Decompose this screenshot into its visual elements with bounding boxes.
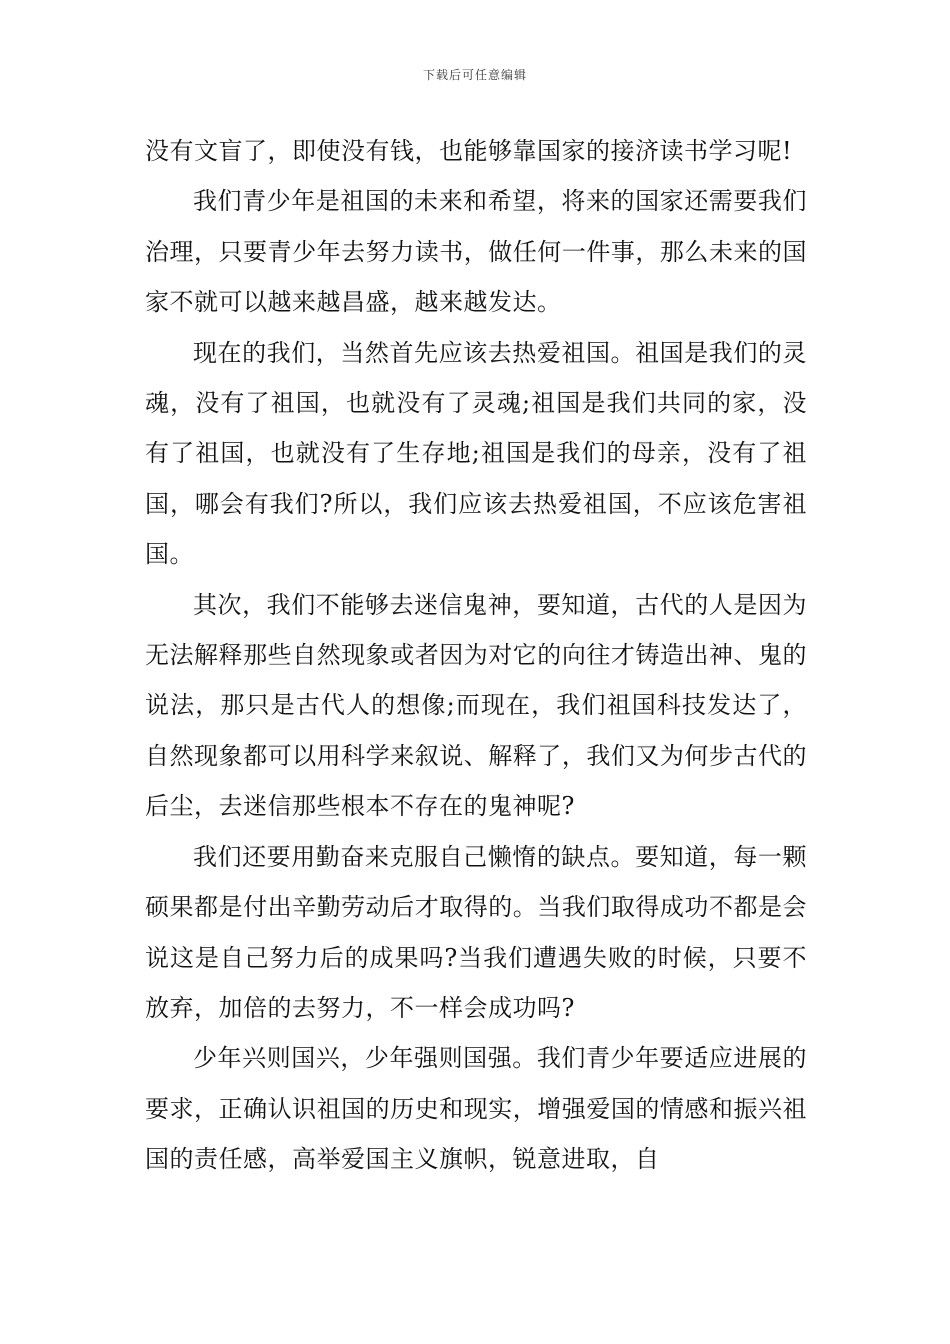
paragraph: 没有文盲了，即使没有钱，也能够靠国家的接济读书学习呢! [145,137,793,165]
paragraph: 少年兴则国兴，少年强则国强。我们青少年要适应进展的要求，正确认识祖国的历史和现实，增强爱国的情感和振兴祖国的责任感，高举爱国主义旗帜，锐意进取，自 [145,1044,807,1174]
paragraph: 现在的我们，当然首先应该去热爱祖国。祖国是我们的灵魂，没有了祖国，也就没有了灵魂;祖国是我们共同的家，没有了祖国，也就没有了生存地;祖国是我们的母亲，没有了祖国，哪会有我们?所以，我们应该去热爱祖国，不应该危害祖国。 [145,338,807,569]
document-body [145,126,807,1185]
page-header: 下载后可任意编辑 [422,68,527,82]
paragraph: 其次，我们不能够去迷信鬼神，要知道，古代的人是因为无法解释那些自然现象或者因为对它的向往才铸造出神、鬼的说法，那只是古代人的想像;而现在，我们祖国科技发达了，自然现象都可以用科学来叙说、解释了，我们又为何步古代的后尘，去迷信那些根本不存在的鬼神呢? [145,590,807,821]
paragraph: 我们还要用勤奋来克服自己懒惰的缺点。要知道，每一颗硕果都是付出辛勤劳动后才取得的。当我们取得成功不都是会说这是自己努力后的成果吗?当我们遭遇失败的时候，只要不放弃，加倍的去努力，不一样会成功吗? [145,842,807,1022]
paragraph: 我们青少年是祖国的未来和希望，将来的国家还需要我们治理，只要青少年去努力读书，做任何一件事，那么未来的国家不就可以越来越昌盛，越来越发达。 [145,187,807,317]
